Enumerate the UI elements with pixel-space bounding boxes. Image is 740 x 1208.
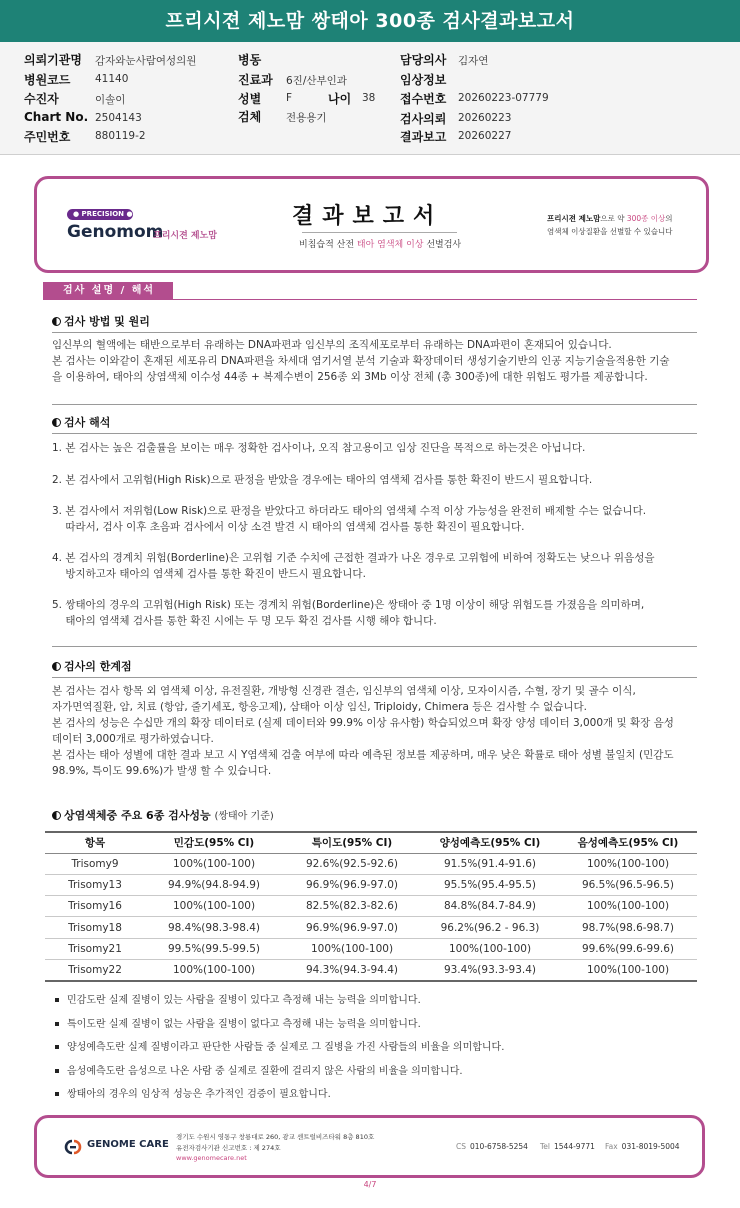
table-row	[45, 853, 697, 874]
divider	[52, 646, 697, 647]
table-cell: 95.5%(95.4-95.5)	[421, 874, 559, 895]
table-cell: 94.3%(94.3-94.4)	[283, 959, 421, 980]
genome-care-logo-icon	[61, 1138, 85, 1156]
info-label: 의뢰기관명	[24, 53, 82, 67]
section-divider	[43, 299, 697, 300]
info-label: 검체	[238, 110, 262, 124]
column-header: 양성예측도(95% CI)	[421, 832, 559, 853]
company-address: 경기도 수원시 영통구 창룡대로 260, 광교 센트럴비즈타워 8층 810호	[176, 1133, 375, 1141]
info-label: 병원코드	[24, 73, 71, 87]
half-circle-icon	[52, 662, 61, 671]
table-row	[45, 896, 697, 917]
table-cell: 92.6%(92.5-92.6)	[283, 853, 421, 874]
interpret-heading: 검사 해석	[52, 414, 110, 430]
list-item: 양성예측도란 실제 질병이라고 판단한 사람들 중 실제로 그 질병을 가진 사람들의 비율을 의미합니다.	[55, 1040, 504, 1064]
column-header: 특이도(95% CI)	[283, 832, 421, 853]
table-cell: 91.5%(91.4-91.6)	[421, 853, 559, 874]
table-cell: 100%(100-100)	[145, 853, 283, 874]
table-cell: 100%(100-100)	[421, 938, 559, 959]
info-value: 20260223	[458, 112, 512, 124]
tagline-2: 염색체 이상질환을 선별할 수 있습니다	[547, 227, 673, 236]
table-cell: 98.7%(98.6-98.7)	[559, 917, 697, 938]
half-circle-icon	[52, 317, 61, 326]
precision-badge: ● PRECISION ●	[67, 209, 133, 220]
list-item: 쌍태아의 경우의 임상적 성능은 추가적인 검증이 필요합니다.	[55, 1087, 504, 1111]
table-cell: 99.6%(99.6-99.6)	[559, 938, 697, 959]
info-value: 감자와눈사람여성의원	[95, 55, 197, 67]
interpret-item: 3. 본 검사에서 저위험(Low Risk)으로 판정을 받았다고 하더라도 태아의 염색체 수적 이상 가능성을 완전히 배제할 수는 없습니다.	[52, 505, 647, 517]
report-header	[34, 176, 709, 273]
info-label: 성별	[238, 92, 262, 106]
limits-heading: 검사의 한계점	[52, 658, 132, 674]
divider	[52, 433, 697, 434]
table-cell: 93.4%(93.3-93.4)	[421, 959, 559, 980]
column-header: 항목	[45, 832, 145, 853]
info-value: 20260223-07779	[458, 92, 549, 104]
column-header: 음성예측도(95% CI)	[559, 832, 697, 853]
info-label: 병동	[238, 53, 262, 67]
table-cell: 100%(100-100)	[559, 959, 697, 980]
info-label: 검사의뢰	[400, 112, 447, 126]
table-row	[45, 917, 697, 938]
info-label: 결과보고	[400, 130, 447, 144]
list-item: 음성예측도란 음성으로 나온 사람 중 실제로 질환에 걸리지 않은 사람의 비율을 의미합니다.	[55, 1064, 504, 1088]
info-label: Chart No.	[24, 110, 89, 124]
info-value: 전용용기	[286, 112, 327, 124]
table-cell: 100%(100-100)	[559, 896, 697, 917]
divider	[52, 332, 697, 333]
report-subtitle: 비침습적 산전 태아 염색체 이상 선별검사	[299, 240, 462, 250]
info-value: 이솔이	[95, 94, 126, 106]
info-label: 진료과	[238, 73, 273, 87]
table-cell: 96.2%(96.2 - 96.3)	[421, 917, 559, 938]
table-cell: Trisomy22	[45, 959, 145, 980]
info-value: 20260227	[458, 130, 512, 142]
company-footer	[34, 1115, 705, 1178]
divider	[302, 232, 457, 233]
table-cell: 82.5%(82.3-82.6)	[283, 896, 421, 917]
table-cell: 100%(100-100)	[283, 938, 421, 959]
section-tab: 검사 설명 / 해석	[43, 282, 173, 300]
interpret-item: 1. 본 검사는 높은 검출률을 보이는 매우 정확한 검사이나, 오직 참고용이고 임상 진단을 목적으로 하는것은 아닙니다.	[52, 442, 586, 454]
method-text: 임신부의 혈액에는 태반으로부터 유래하는 DNA파편과 임신부의 조직세포로부터 유래하는 DNA파편이 혼재되어 있습니다. 본 검사는 이와같이 혼재된 세포유리 DNA파편을 차세대 염기서열 분석 기술과 확장데이터 생성기술기반의 인공 지능기술을적용한 기술 을 이용하여, 태아의 상염색체 이수성 44종 + 복제수변이 256종 외 3Mb 이상 전체 (총 300종)에 대한 위험도 평가를 제공합니다.	[52, 339, 670, 383]
table-row	[45, 959, 697, 980]
genomom-logo: Genomom	[67, 222, 164, 242]
table-row	[45, 874, 697, 895]
performance-heading: 상염색체중 주요 6종 검사성능 (쌍태아 기준)	[52, 807, 274, 823]
limits-text: 본 검사는 검사 항목 외 염색체 이상, 유전질환, 개방형 신경관 결손, 임신부의 염색체 이상, 모자이시즘, 수혈, 장기 및 골수 이식, 자가면역질환, 암, 치료 (항암, 줄기세포, 항응고제), 삼태아 이상 임신, Triploidy, Chimera 등은 검사할 수 없습니다. 본 검사의 성능은 수십만 개의 확장 데이터로 (실제 데이터와 99.9% 이상 유사함) 학습되었으며 확장 양성 데이터 3,000개 및 확장 음성 데이터 3,000개로 평가하였습니다. 본 검사는 태아 성별에 대한 결과 보고 시 Y염색체 검출 여부에 따라 예측된 정보를 제공하며, 매우 낮은 확률로 태아 성별 불일치 (민감도 98.9%, 특이도 99.6%)가 발생 할 수 있습니다.	[52, 685, 674, 777]
genomom-logo-kr: 프리시젼 제노맘	[153, 231, 217, 241]
age-label: 나이	[328, 92, 352, 106]
company-name: GENOME CARE	[87, 1139, 169, 1150]
info-value: F	[286, 92, 293, 104]
divider	[52, 677, 697, 678]
notes-list	[55, 993, 504, 1111]
table-cell: 96.9%(96.9-97.0)	[283, 874, 421, 895]
info-label: 주민번호	[24, 130, 71, 144]
interpret-item-cont: 따라서, 검사 이후 초음파 검사에서 이상 소견 발견 시 태아의 염색체 검사를 통한 확진이 필요합니다.	[52, 521, 525, 533]
page-number: 4/7	[363, 1180, 377, 1189]
interpret-item: 2. 본 검사에서 고위험(High Risk)으로 판정을 받았을 경우에는 태아의 염색체 검사를 통한 확진이 반드시 필요합니다.	[52, 474, 593, 486]
table-cell: Trisomy13	[45, 874, 145, 895]
table-cell: Trisomy16	[45, 896, 145, 917]
info-value: 41140	[95, 73, 129, 85]
tagline-1: 프리시젼 제노맘으로 약 300종 이상의	[547, 214, 673, 223]
info-label: 임상정보	[400, 73, 447, 87]
cs-contact: CS 010-6758-5254	[456, 1142, 528, 1151]
info-value: 6진/산부인과	[286, 75, 347, 87]
table-cell: 100%(100-100)	[559, 853, 697, 874]
info-value: 김자연	[458, 55, 489, 67]
table-cell: 98.4%(98.3-98.4)	[145, 917, 283, 938]
license-number: 유전자검사기관 신고번호 : 제 274호	[176, 1144, 281, 1152]
info-label: 접수번호	[400, 92, 447, 106]
tel-contact: Tel 1544-9771	[540, 1142, 595, 1151]
result-report-title: 결과보고서	[292, 204, 444, 229]
age-value: 38	[362, 92, 376, 104]
performance-table	[45, 831, 697, 982]
table-cell: 100%(100-100)	[145, 959, 283, 980]
table-cell: 96.9%(96.9-97.0)	[283, 917, 421, 938]
half-circle-icon	[52, 418, 61, 427]
table-row	[45, 938, 697, 959]
interpret-item: 5. 쌍태아의 경우의 고위험(High Risk) 또는 경계치 위험(Borderline)은 쌍태아 중 1명 이상이 해당 위험도를 가졌음을 의미하며,	[52, 599, 645, 611]
interpret-item-cont: 방지하고자 태아의 염색체 검사를 통한 확진이 반드시 필요합니다.	[52, 568, 366, 580]
info-value: 2504143	[95, 112, 142, 124]
table-cell: Trisomy18	[45, 917, 145, 938]
company-url[interactable]: www.genomecare.net	[176, 1154, 247, 1162]
table-cell: 84.8%(84.7-84.9)	[421, 896, 559, 917]
table-cell: Trisomy21	[45, 938, 145, 959]
info-value: 880119-2	[95, 130, 146, 142]
table-header-row	[45, 832, 697, 853]
table-cell: 96.5%(96.5-96.5)	[559, 874, 697, 895]
table-cell: 99.5%(99.5-99.5)	[145, 938, 283, 959]
table-cell: Trisomy9	[45, 853, 145, 874]
table-cell: 94.9%(94.8-94.9)	[145, 874, 283, 895]
divider	[52, 404, 697, 405]
fax-contact: Fax 031-8019-5004	[605, 1142, 680, 1151]
patient-info	[0, 42, 740, 155]
interpret-item: 4. 본 검사의 경계치 위험(Borderline)은 고위험 기준 수치에 근접한 결과가 나온 경우로 고위험에 비하여 정확도는 낮으나 위음성을	[52, 552, 655, 564]
info-label: 담당의사	[400, 53, 447, 67]
half-circle-icon	[52, 811, 61, 820]
report-title: 프리시젼 제노맘 쌍태아 300종 검사결과보고서	[0, 0, 740, 42]
list-item: 특이도란 실제 질병이 없는 사람을 질병이 없다고 측정해 내는 능력을 의미합니다.	[55, 1017, 504, 1041]
list-item: 민감도란 실제 질병이 있는 사람을 질병이 있다고 측정해 내는 능력을 의미합니다.	[55, 993, 504, 1017]
table-cell: 100%(100-100)	[145, 896, 283, 917]
info-label: 수진자	[24, 92, 59, 106]
column-header: 민감도(95% CI)	[145, 832, 283, 853]
method-heading: 검사 방법 및 원리	[52, 313, 150, 329]
interpret-item-cont: 태아의 염색체 검사를 통한 확진 시에는 두 명 모두 확진 검사를 시행 해야 합니다.	[52, 615, 437, 627]
